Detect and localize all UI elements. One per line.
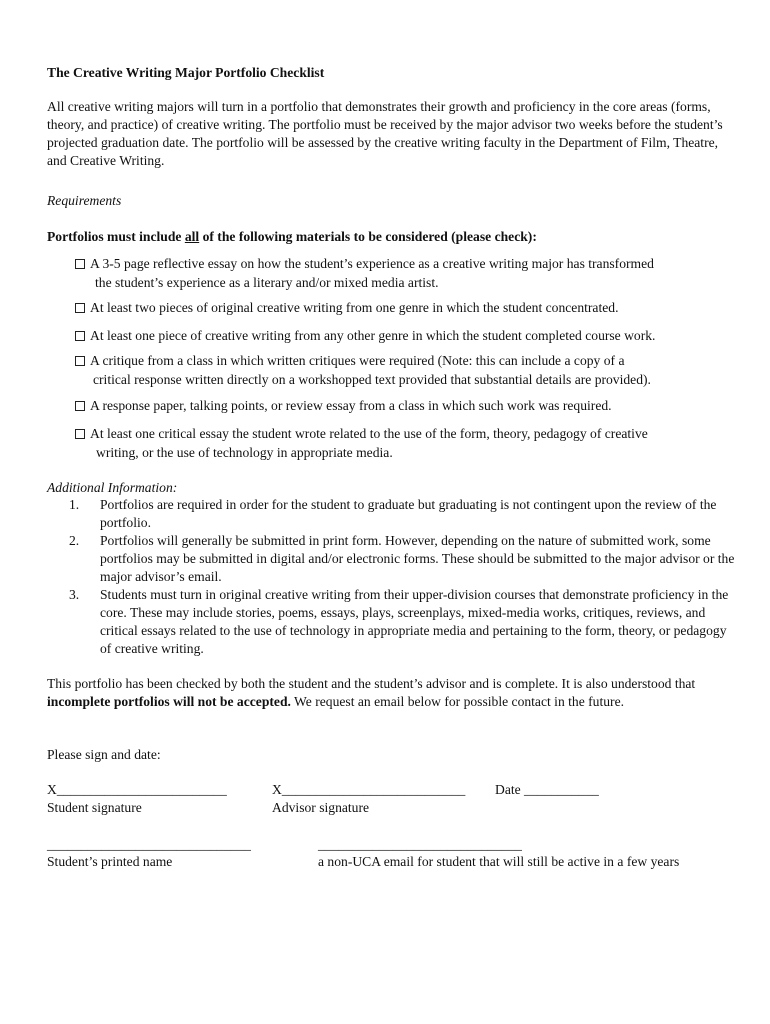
- intro-paragraph: All creative writing majors will turn in a portfolio that demonstrates their growth and proficiency in the core areas (forms, theory, and practice) of creative writing. The portfolio must be received by the major advisor two weeks before the student’s projected graduation date. The portfolio will be assessed by the creative writing faculty in the Department of Film, Theatre, and Creative Writing.: [47, 99, 723, 168]
- checklist-item: [75, 396, 612, 415]
- sign-prompt: Please sign and date:: [47, 747, 161, 762]
- checkbox[interactable]: [75, 331, 85, 341]
- printed-name-label: Student’s printed name: [47, 854, 173, 869]
- checklist-item-text-continued: the student’s experience as a literary and/or mixed media artist.: [95, 275, 439, 290]
- checkbox[interactable]: [75, 303, 85, 313]
- list-number: 2.: [69, 533, 80, 548]
- must-include-underlined: all: [184, 229, 200, 244]
- must-include-after: of the following materials to be considered (please check):: [199, 229, 537, 244]
- checklist-item-text: At least one piece of creative writing from any other genre in which the student completed course work.: [90, 328, 656, 343]
- completion-statement-end: We request an email below for possible contact in the future.: [290, 694, 625, 709]
- checklist-item-text: A 3-5 page reflective essay on how the student’s experience as a creative writing major has transformed: [90, 256, 654, 271]
- additional-info-heading: Additional Information:: [47, 480, 178, 495]
- list-item-text: Portfolios will generally be submitted in print form. However, depending on the nature of submitted work, some portfolios may be submitted in digital and/or electronic forms. These should be submitted to the major advisor or the major advisor’s email.: [100, 533, 735, 584]
- completion-statement: [47, 675, 737, 711]
- list-item-text: Students must turn in original creative writing from their upper-division courses that demonstrate proficiency in the core. These may include stories, poems, essays, plays, screenplays, mixed-media works, critiques, reviews, and critical essays related to the use of technology in appropriate media and pertaining to the form, theory, or pedagogy of creative writing.: [100, 587, 729, 656]
- student-signature-line[interactable]: X_________________________: [47, 782, 227, 797]
- list-item-text: Portfolios are required in order for the student to graduate but graduating is not contingent upon the review of the portfolio.: [100, 497, 717, 530]
- checkbox[interactable]: [75, 259, 85, 269]
- student-signature-label: Student signature: [47, 800, 142, 815]
- checklist-item-text-continued: writing, or the use of technology in appropriate media.: [96, 445, 393, 460]
- list-number: 1.: [69, 497, 80, 512]
- advisor-signature-label: Advisor signature: [272, 800, 370, 815]
- advisor-signature-line[interactable]: X___________________________: [272, 782, 466, 797]
- checklist-item: [75, 254, 654, 292]
- completion-statement-text: This portfolio has been checked by both the student and the student’s advisor and is complete. It is also understood that: [47, 676, 696, 691]
- checklist-item: [75, 326, 655, 345]
- checklist-item: [75, 351, 651, 389]
- checkbox[interactable]: [75, 401, 85, 411]
- checkbox[interactable]: [75, 429, 85, 439]
- checklist-item-text: At least one critical essay the student wrote related to the use of the form, theory, pedagogy of creative: [90, 426, 648, 441]
- checklist-item-text-continued: critical response written directly on a workshopped text provided that substantial details are provided).: [93, 372, 651, 387]
- checkbox[interactable]: [75, 356, 85, 366]
- completion-statement-bold: incomplete portfolios will not be accepted.: [47, 694, 291, 709]
- checklist-item: [75, 424, 648, 462]
- requirements-heading: Requirements: [47, 193, 122, 208]
- checklist-item: [75, 298, 618, 317]
- email-line[interactable]: ______________________________: [318, 837, 522, 852]
- must-include-heading: [47, 228, 537, 246]
- checklist-item-text: A response paper, talking points, or review essay from a class in which such work was required.: [90, 398, 612, 413]
- checklist-item-text: At least two pieces of original creative writing from one genre in which the student concentrated.: [90, 300, 619, 315]
- document-title: The Creative Writing Major Portfolio Checklist: [47, 65, 325, 80]
- email-label: a non-UCA email for student that will still be active in a few years: [318, 854, 680, 869]
- date-field[interactable]: Date ___________: [495, 782, 599, 797]
- must-include-before: Portfolios must include: [47, 229, 185, 244]
- checklist-item-text: A critique from a class in which written critiques were required (Note: this can include a copy of a: [90, 353, 625, 368]
- printed-name-line[interactable]: ______________________________: [47, 837, 251, 852]
- list-number: 3.: [69, 587, 80, 602]
